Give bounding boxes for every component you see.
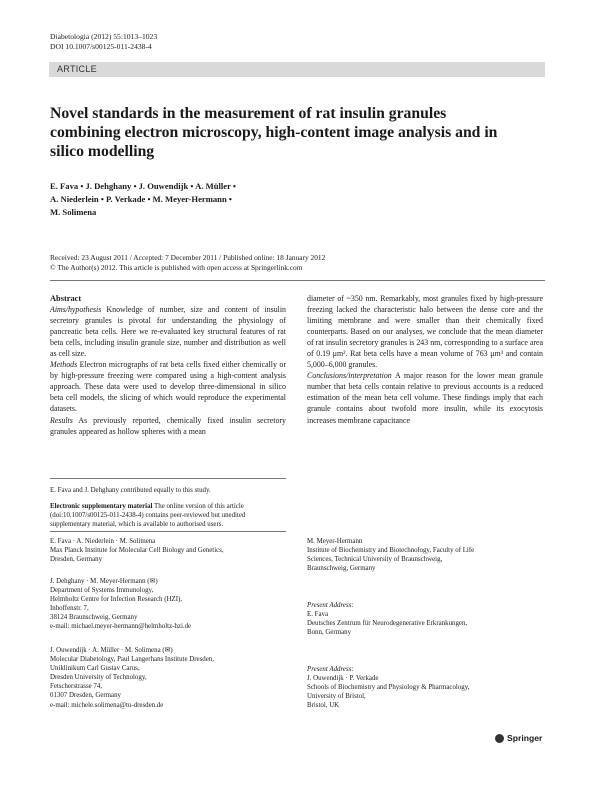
- affiliation-line: J. Dehghany · M. Meyer-Hermann (✉): [50, 578, 158, 585]
- article-title: Novel standards in the measurement of rat insulin granules combining electron microscopy, high-content image analysis and in silico modelling: [50, 105, 498, 161]
- publisher-name: Springer: [507, 733, 543, 743]
- affiliation-line: J. Ouwendijk · A. Müller · M. Solimena (✉): [50, 647, 173, 654]
- present-address-label: Present Address:: [307, 666, 354, 673]
- affiliation-line: Schools of Biochemistry and Physiology & Pharmacology,: [307, 684, 470, 692]
- section-label: Methods: [50, 360, 78, 370]
- abstract-column-right: [307, 293, 543, 426]
- affiliation-line: Braunschweig, Germany: [307, 565, 376, 573]
- affiliation-line: Dresden University of Technology,: [50, 674, 147, 682]
- author-line: A. Niederlein • P. Verkade • M. Meyer-Hermann •: [50, 193, 232, 204]
- supplementary-note: [50, 502, 286, 529]
- supp-label: Electronic supplementary material: [50, 503, 153, 510]
- affiliation-line: Bonn, Germany: [307, 629, 352, 637]
- affiliation-divider: [50, 531, 286, 532]
- affiliation-line: Deutsches Zentrum für Neurodegenerative Erkrankungen,: [307, 620, 468, 628]
- affiliation-line: University of Bristol,: [307, 693, 366, 701]
- abstract-conclusions: [307, 370, 543, 425]
- affiliation-line: Sciences, Technical University of Braunschweig,: [307, 556, 443, 564]
- springer-horse-icon: [495, 734, 504, 743]
- author-line: E. Fava • J. Dehghany • J. Ouwendijk • A. Müller •: [50, 181, 236, 191]
- present-address-block: [307, 665, 547, 710]
- affiliation-block: [50, 577, 290, 632]
- journal-header: [50, 32, 157, 51]
- divider: [50, 280, 545, 281]
- section-text: Knowledge of number, size and content of insulin secretory granules is pivotal for understanding the physiology of pancreatic beta cells. Here we re-evaluated key structural features of rat beta cells, including insulin granule size, number and distribution as well as cell size.: [50, 305, 286, 359]
- author-line: M. Solimena: [50, 206, 97, 217]
- affiliation-block: [307, 537, 547, 573]
- abstract-results-continued: diameter of ~350 nm. Remarkably, most granules fixed by high-pressure freezing lacked the characteristic halo between the dense core and the limiting membrane and were smaller than their chemically fixed counterparts. Based on our analyses, we conclude that the mean diameter of rat insulin secretory granules is 243 nm, corresponding to a surface area of 0.19 μm². Rat beta cells have a mean volume of 763 μm³ and contain 5,000–6,000 granules.: [307, 294, 543, 370]
- supp-text: The online version of this article (doi:10.1007/s00125-011-2438-4) contains peer-reviewed but unedited supplementary material, which is available to authorised users.: [50, 503, 246, 529]
- section-text: As previously reported, chemically fixed insulin secretory granules appeared as hollow spheres with a mean: [50, 415, 286, 436]
- affiliation-line: Max Planck Institute for Molecular Cell Biology and Genetics,: [50, 547, 224, 555]
- publication-dates: [50, 253, 540, 273]
- article-type-bar: ARTICLE: [49, 62, 545, 77]
- affiliation-line: E. Fava: [307, 611, 329, 619]
- journal-citation: Diabetologia (2012) 55:1013–1023: [50, 32, 158, 41]
- section-label: Aims/hypothesis: [50, 305, 102, 315]
- affiliation-block: [50, 537, 290, 564]
- affiliation-line: Molecular Diabetology, Paul Langerhans Institute Dresden,: [50, 656, 214, 664]
- journal-doi: DOI 10.1007/s00125-011-2438-4: [50, 41, 152, 51]
- email-link[interactable]: e-mail: michael.meyer-hermann@helmholtz-hzi.de: [50, 623, 192, 631]
- section-label: Conclusions/interpretation: [307, 371, 392, 381]
- received-dates: Received: 23 August 2011 / Accepted: 7 December 2011 / Published online: 18 January 2012: [50, 253, 326, 262]
- affiliation-line: 01307 Dresden, Germany: [50, 692, 121, 700]
- affiliation-line: Inhoffenstr. 7,: [50, 605, 89, 613]
- abstract-methods: [50, 359, 286, 414]
- section-label: Results: [50, 415, 73, 425]
- copyright-line: © The Author(s) 2012. This article is published with open access at Springerlink.com: [50, 263, 303, 272]
- section-text: A major reason for the lower mean granule number that beta cells contain relative to previous accounts is a reduced estimation of the mean beta cell volume. These findings imply that each granule contains about twofold more insulin, while its exocytosis increases membrane capacitance: [307, 371, 543, 425]
- affiliation-line: Dresden, Germany: [50, 556, 103, 564]
- footnote-divider: [50, 478, 286, 479]
- affiliation-line: Fetscherstrasse 74,: [50, 683, 103, 691]
- affiliation-block: [50, 646, 290, 710]
- affiliation-line: Bristol, UK: [307, 702, 340, 710]
- abstract-results: [50, 415, 286, 437]
- affiliation-line: J. Ouwendijk · P. Verkade: [307, 675, 379, 683]
- affiliation-line: Uniklinikum Carl Gustav Carus,: [50, 665, 140, 673]
- publisher-logo: [495, 733, 542, 743]
- present-address-label: Present Address:: [307, 602, 354, 609]
- abstract-heading: Abstract: [50, 294, 82, 303]
- section-text: Electron micrographs of rat beta cells fixed either chemically or by high-pressure freezing were compared using a high-content analysis approach. These data were used to develop three-dimensional in silico beta cell models, the slicing of which would reproduce the experimental datasets.: [50, 360, 286, 414]
- email-link[interactable]: e-mail: michele.solimena@tu-dresden.de: [50, 701, 164, 709]
- abstract-hypothesis: [50, 304, 286, 359]
- equal-contribution-note: E. Fava and J. Dehghany contributed equally to this study.: [50, 487, 211, 494]
- affiliation-line: Department of Systems Immunology,: [50, 587, 154, 595]
- affiliation-line: 38124 Braunschweig, Germany: [50, 614, 138, 622]
- affiliation-line: Helmholtz Centre for Infection Research (HZI),: [50, 596, 183, 604]
- affiliation-line: M. Meyer-Hermann: [307, 538, 363, 545]
- present-address-block: [307, 601, 547, 637]
- abstract-column-left: [50, 293, 286, 437]
- author-list: [50, 180, 380, 218]
- affiliation-line: Institute of Biochemistry and Biotechnology, Faculty of Life: [307, 547, 475, 555]
- affiliation-line: E. Fava · A. Niederlein · M. Solimena: [50, 538, 156, 545]
